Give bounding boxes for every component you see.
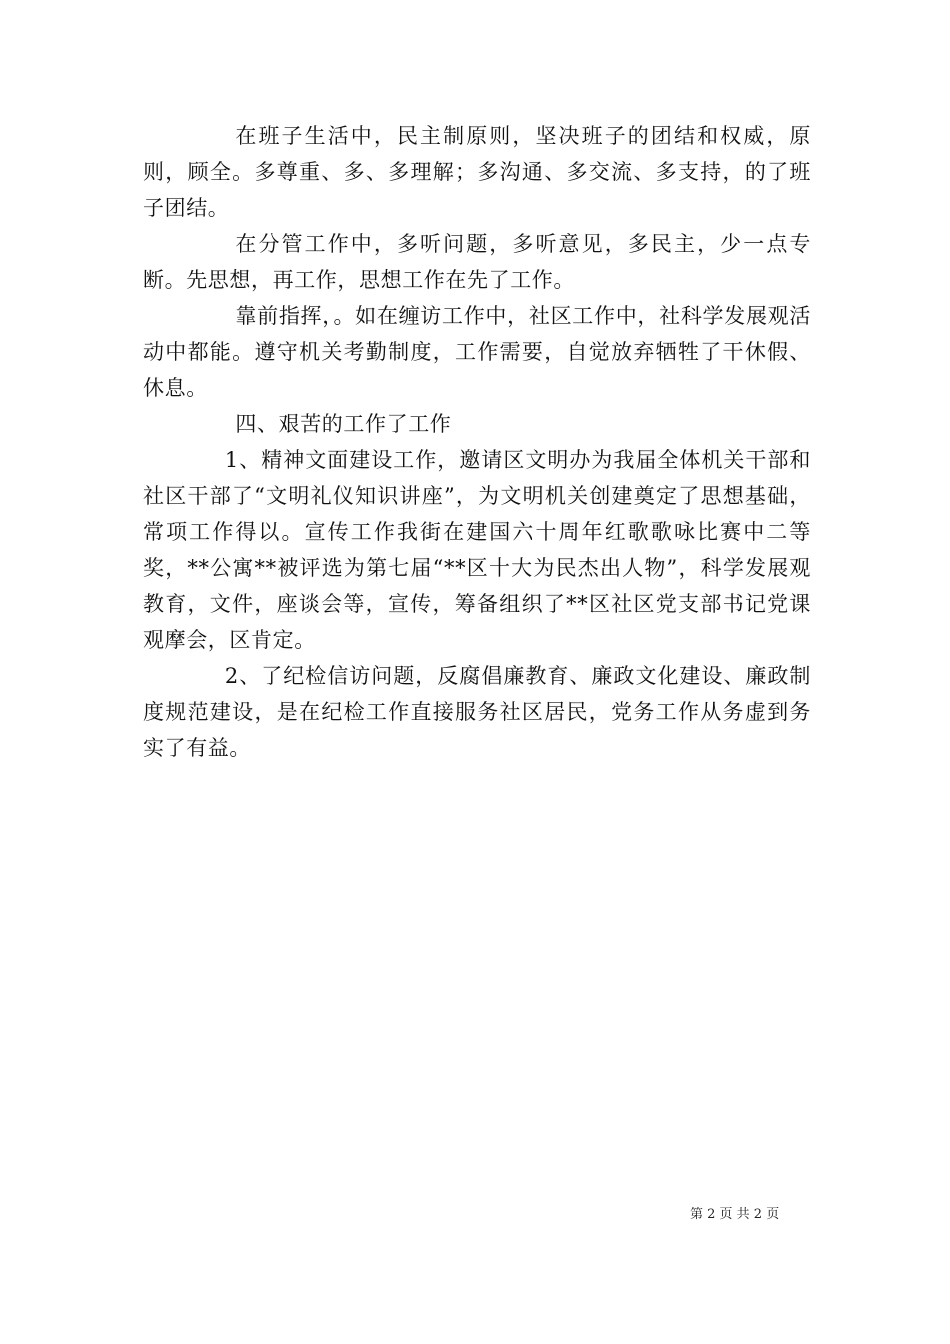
document-body <box>143 118 811 766</box>
section-heading-four: 四、艰苦的工作了工作 <box>235 412 452 436</box>
page-number-footer: 第 2 页 共 2 页 <box>690 1207 780 1222</box>
paragraph-item-1: 1、精神文面建设工作，邀请区文明办为我届全体机关干部和社区干部了“文明礼仪知识讲座”，为文明机关创建奠定了思想基础，常项工作得以。宣传工作我街在建国六十周年红歌歌咏比赛中二等奖，**公寓**被评选为第七届“**区十大为民杰出人物”，科学发展观教育，文件，座谈会等，宣传，筹备组织了**区社区党支部书记党课观摩会，区肯定。 <box>143 448 811 652</box>
paragraph-team-life: 在班子生活中，民主制原则，坚决班子的团结和权威，原则，顾全。多尊重、多、多理解；多沟通、多交流、多支持，的了班子团结。 <box>143 124 811 220</box>
paragraph-managed-work: 在分管工作中，多听问题，多听意见，多民主，少一点专断。先思想，再工作，思想工作在先了工作。 <box>143 232 811 292</box>
paragraph-front-command: 靠前指挥，。如在缠访工作中，社区工作中，社科学发展观活动中都能。遵守机关考勤制度，工作需要，自觉放弃牺牲了干休假、休息。 <box>143 304 811 400</box>
paragraph-item-2: 2、了纪检信访问题，反腐倡廉教育、廉政文化建设、廉政制度规范建设，是在纪检工作直接服务社区居民，党务工作从务虚到务实了有益。 <box>143 664 811 760</box>
